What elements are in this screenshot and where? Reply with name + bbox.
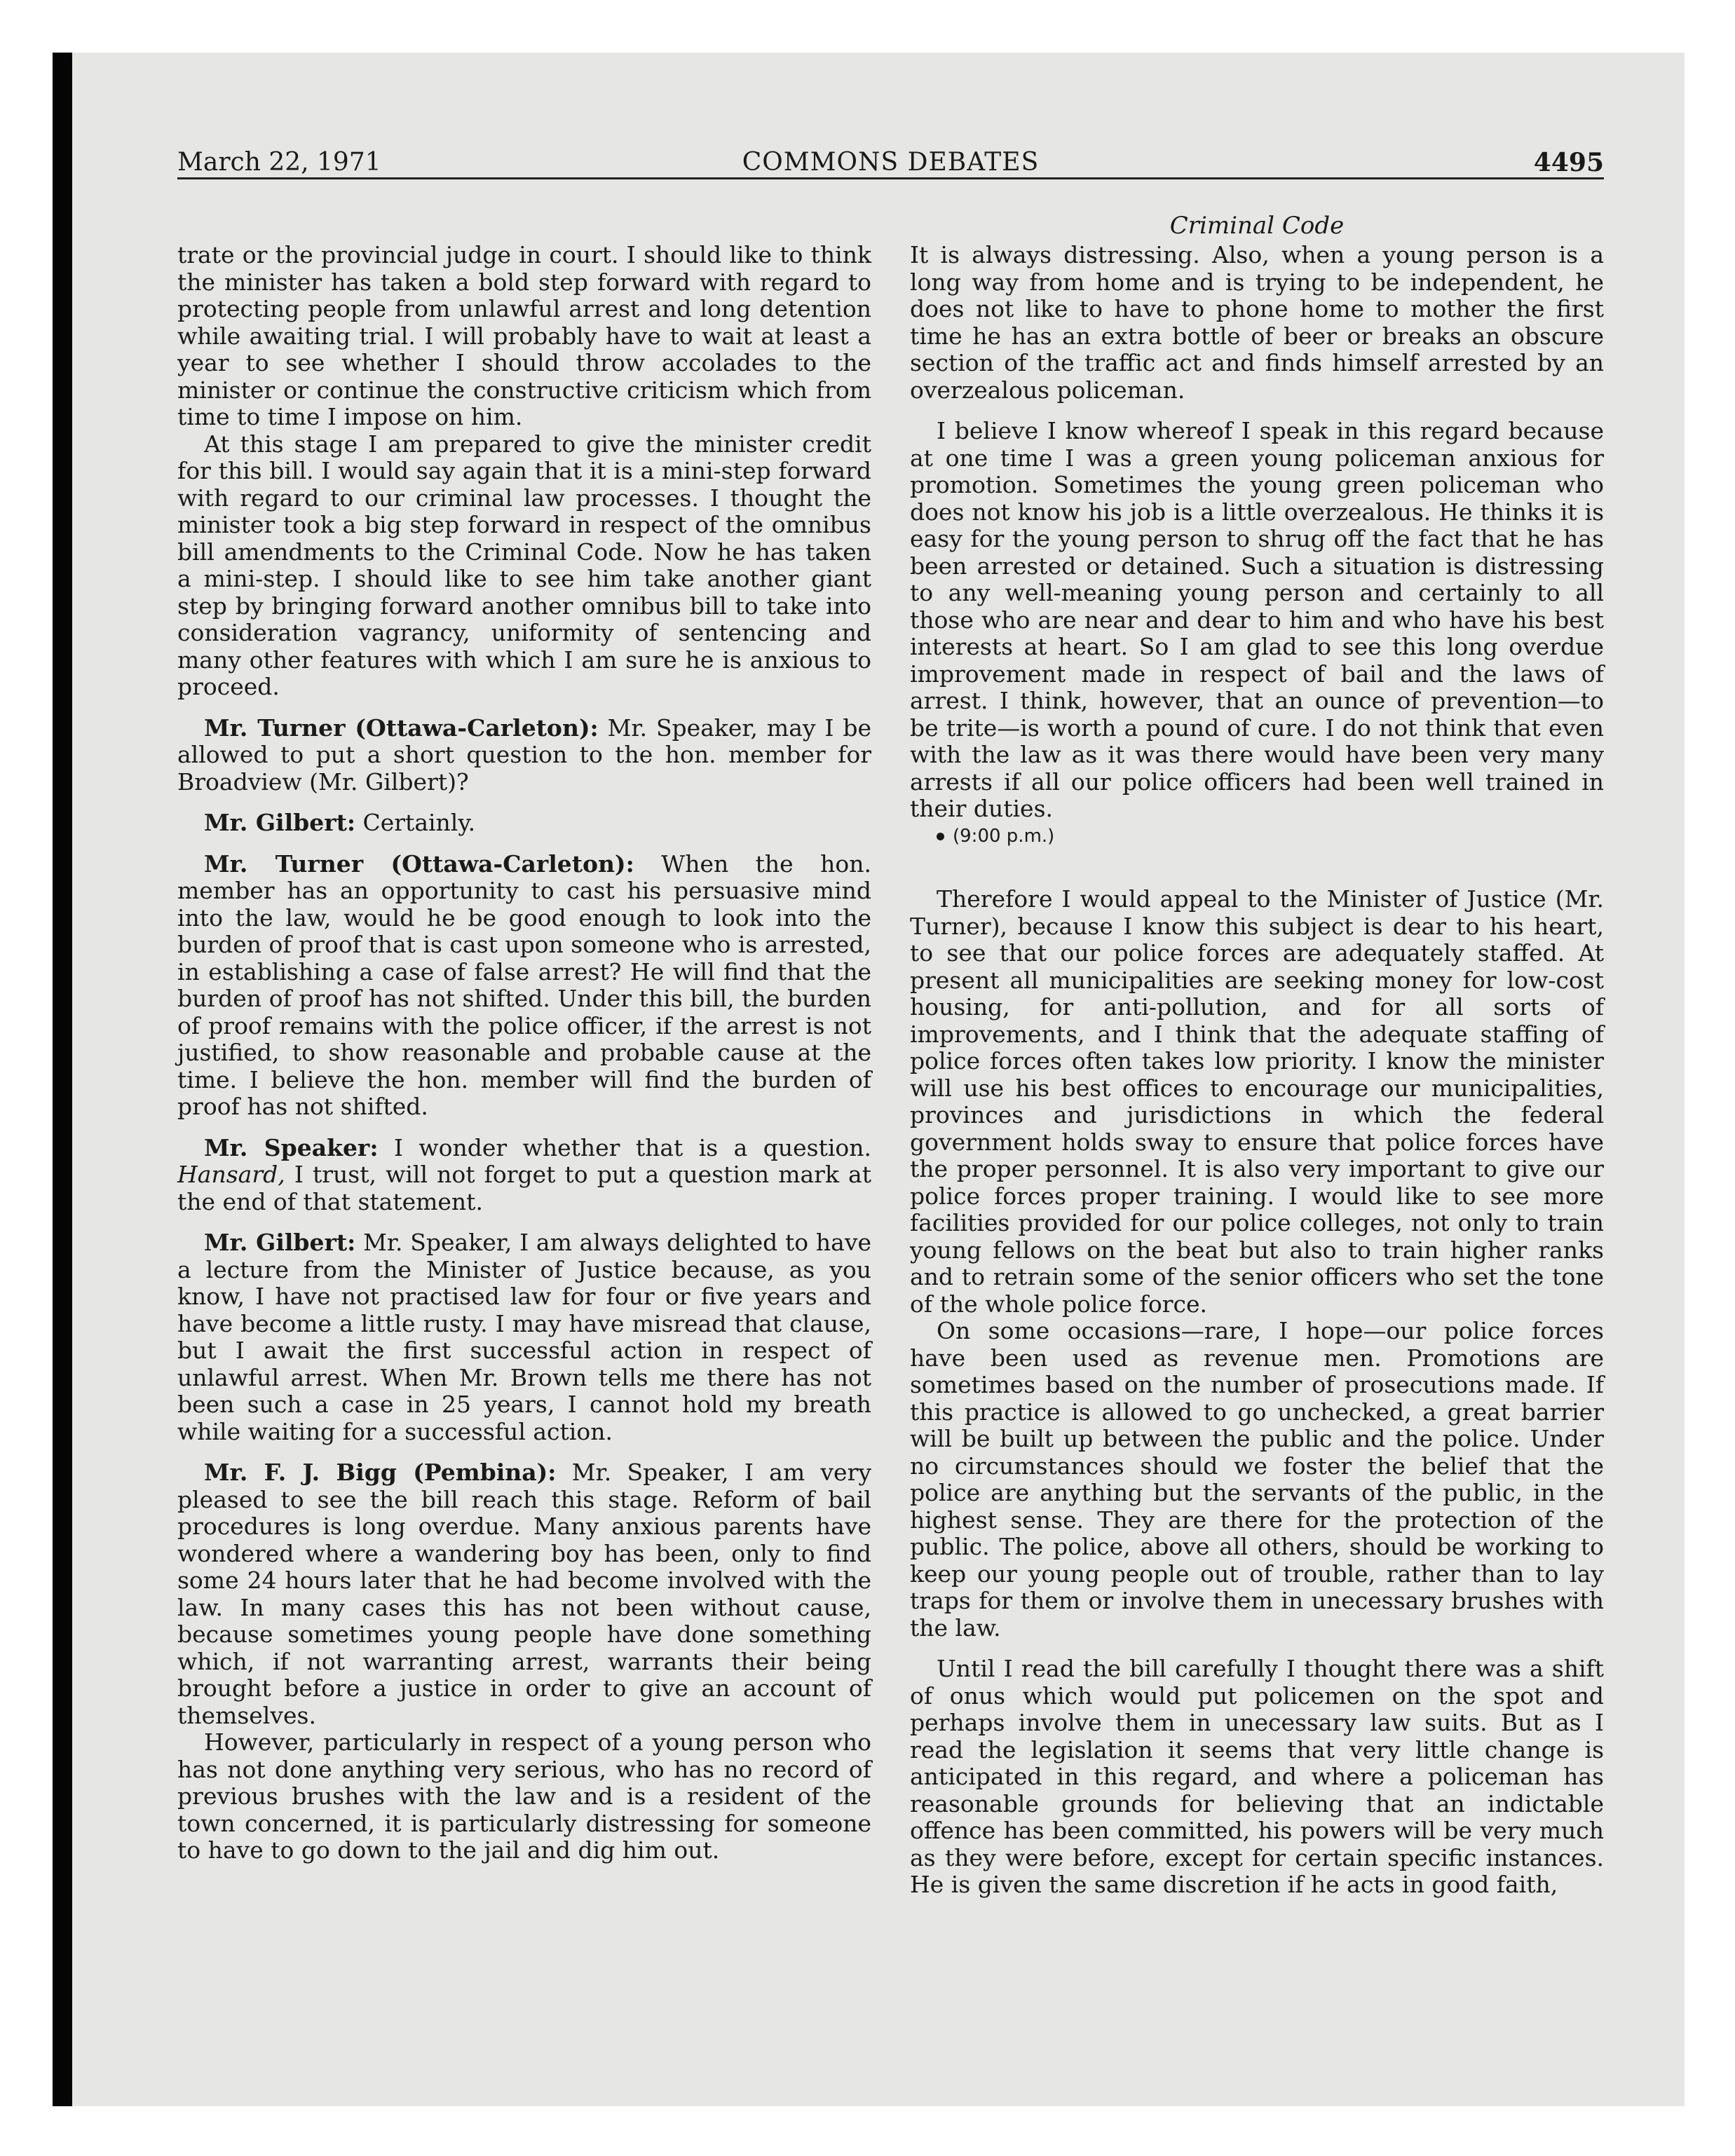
paragraph: However, particularly in respect of a young person who has not done anything very serious, who has no record of previous brushes with the law and is a resident of the town concerned, it is particularly distressing for someone to have to go down to the jail and dig him out. (177, 1728, 871, 1864)
speech: Mr. F. J. Bigg (Pembina): Mr. Speaker, I am very pleased to see the bill reach this stage. Reform of bail procedures is long overdue. Many anxious parents have wondered where a wandering boy has been, only to find some 24 hours later that he had become involved with the law. In many cases this has not been without cause, because sometimes young people have done something which, if not warranting arrest, warrants their being brought before a justice in order to give an account of themselves. (177, 1459, 871, 1729)
paragraph: trate or the provincial judge in court. I should like to think the minister has taken a bold step forward with regard to protecting people from unlawful arrest and long detention while awaiting trial. I will probably have to wait at least a year to see whether I should throw accolades to the minister or continue the constructive criticism which from time to time I impose on him. (177, 241, 871, 430)
time-stamp: (9:00 p.m.) (910, 823, 1604, 850)
speaker-name: Mr. Gilbert: (204, 1229, 356, 1256)
paragraph: Until I read the bill carefully I thought there was a shift of onus which would put policemen on the spot and perhaps involve them in unecessary law suits. But as I read the legislation it seems that very little change is anticipated in this regard, and where a policeman has reasonable grounds for believing that an indictable offence has been committed, his powers will be very much as they were before, except for certain specific instances. He is given the same discretion if he acts in good faith, (910, 1655, 1604, 1898)
speaker-name: Mr. Turner (Ottawa-Carleton): (204, 714, 599, 742)
italic-term: Hansard, (177, 1161, 285, 1188)
speaker-name: Mr. Speaker: (204, 1133, 379, 1161)
right-column (910, 242, 1604, 1899)
paragraph: Therefore I would appeal to the Minister of Justice (Mr. Turner), because I know this subject is dear to his heart, to see that our police forces are adequately staffed. At present all municipalities are seeking money for low-cost housing, for anti-pollution, and for all sorts of improvements, and I think that the adequate staffing of police forces often takes low priority. I know the minister will use his best offices to encourage our municipalities, provinces and jurisdictions in which the federal government holds sway to ensure that police forces have the proper personnel. It is also very important to give our police forces proper training. I would like to see more facilities provided for our police colleges, not only to train young fellows on the beat but also to train higher ranks and to retrain some of the senior officers who set the tone of the whole police force. (910, 885, 1604, 1318)
header-date: March 22, 1971 (177, 148, 381, 177)
paragraph: I believe I know whereof I speak in this regard because at one time I was a green young policeman anxious for promotion. Sometimes the young green policeman who does not know his job is a little overzealous. He thinks it is easy for the young person to shrug off the fact that he has been arrested or detained. Such a situation is distressing to any well-meaning young person and certainly to all those who are near and dear to him and who have his best interests at heart. So I am glad to see this long overdue improvement made in respect of bail and the laws of arrest. I think, however, that an ounce of prevention—to be trite—is worth a pound of cure. I do not think that even with the law as it was there would have been very many arrests if all our police officers had been well trained in their duties. (910, 417, 1604, 822)
speech: Mr. Speaker: I wonder whether that is a question. Hansard, I trust, will not forget to put a question mark at the end of that statement. (177, 1133, 871, 1215)
header-rule (177, 177, 1604, 179)
page-header (177, 147, 1604, 178)
speech: Mr. Gilbert: Certainly. (204, 809, 476, 836)
left-column (177, 242, 871, 1864)
speech: Mr. Turner (Ottawa-Carleton): When the hon. member has an opportunity to cast his persuasive mind into the law, would he be good enough to look into the burden of proof that is cast upon someone who is arrested, in establishing a case of false arrest? He will find that the burden of proof has not shifted. Under this bill, the burden of proof remains with the police officer, if the arrest is not justified, to show reasonable and probable cause at the time. I believe the hon. member will find the burden of proof has not shifted. (177, 850, 871, 1120)
speaker-name: Mr. F. J. Bigg (Pembina): (204, 1459, 557, 1486)
paragraph: At this stage I am prepared to give the minister credit for this bill. I would say again that it is a mini-step forward with regard to our criminal law processes. I thought the minister took a big step forward in respect of the omnibus bill amendments to the Criminal Code. Now he has taken a mini-step. I should like to see him take another giant step by bringing forward another omnibus bill to take into consideration vagrancy, uniformity of sentencing and many other features with which I am sure he is anxious to proceed. (177, 430, 871, 700)
speaker-name: Mr. Turner (Ottawa-Carleton): (204, 850, 634, 878)
header-title: COMMONS DEBATES (742, 148, 1040, 177)
speaker-name: Mr. Gilbert: (204, 809, 355, 836)
speech: Mr. Turner (Ottawa-Carleton): Mr. Speaker, may I be allowed to put a short question to the hon. member for Broadview (Mr. Gilbert)? (177, 714, 871, 796)
section-subject: Criminal Code (1169, 212, 1345, 240)
paragraph: On some occasions—rare, I hope—our police forces have been used as revenue men. Promotions are sometimes based on the number of prosecutions made. If this practice is allowed to go unchecked, a great barrier will be built up between the public and the police. Under no circumstances should we foster the belief that the police are anything but the servants of the public, in the highest sense. They are there for the protection of the public. The police, above all others, should be working to keep our young people out of trouble, rather than to lay traps for them or involve them in unecessary brushes with the law. (910, 1317, 1604, 1642)
bullet-icon (937, 833, 944, 840)
binding-edge (53, 53, 72, 2106)
speech: Mr. Gilbert: Mr. Speaker, I am always delighted to have a lecture from the Minister of Justice because, as you know, I have not practised law for four or five years and have become a little rusty. I may have misread that clause, but I await the first successful action in respect of unlawful arrest. When Mr. Brown tells me there has not been such a case in 25 years, I cannot hold my breath while waiting for a successful action. (177, 1229, 871, 1445)
paragraph: It is always distressing. Also, when a young person is a long way from home and is trying to be independent, he does not like to have to phone home to mother the first time he has an extra bottle of beer or breaks an obscure section of the traffic act and finds himself arrested by an overzealous policeman. (910, 241, 1604, 404)
page-number: 4495 (1533, 148, 1604, 177)
